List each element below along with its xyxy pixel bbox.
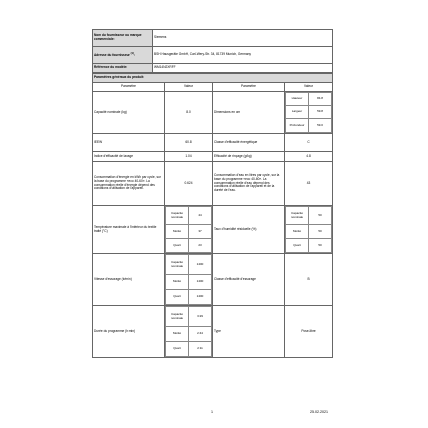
spin-nominal-label: Capacité nominale <box>166 255 189 275</box>
width-value: 59.8 <box>309 106 332 119</box>
temp-quarter-label: Quart <box>166 239 189 253</box>
col-param-header-2: Paramètre <box>213 83 285 92</box>
temperature-cell <box>165 206 213 254</box>
moisture-quarter-label: Quart <box>286 239 309 253</box>
depth-value: 59.0 <box>309 119 332 133</box>
rinse-label: Efficacité de rinçage (g/kg) <box>213 152 285 162</box>
moisture-half-value: 50 <box>309 225 332 239</box>
temp-half-label: Moitié <box>166 225 189 239</box>
model-label: Référence du modèle: <box>93 64 153 73</box>
parameters-table <box>92 73 333 358</box>
capacity-value: 8.0 <box>165 92 213 134</box>
dimensions-cell <box>285 92 333 134</box>
moisture-half-label: Moitié <box>286 225 309 239</box>
dimensions-label: Dimensions en cm <box>213 92 285 134</box>
supplier-value: Siemens <box>153 30 333 47</box>
spin-quarter-value: 1400 <box>189 290 212 305</box>
spin-speed-subtable <box>165 254 212 305</box>
depth-label: Profondeur <box>286 119 309 133</box>
spin-speed-label: Vitesse d'essorage (tr/min) <box>93 254 165 306</box>
spin-half-label: Moitié <box>166 275 189 290</box>
spin-speed-cell <box>165 254 213 306</box>
energy-class-label: Classe d'efficacité énergétique <box>213 134 285 152</box>
duration-half-value: 2:44 <box>189 327 212 342</box>
temp-nominal-value: 44 <box>189 207 212 225</box>
spin-half-value: 1400 <box>189 275 212 290</box>
temp-quarter-value: 23 <box>189 239 212 253</box>
energy-consumption-value: 0.624 <box>165 162 213 206</box>
duration-label: Durée du programme (h:min) <box>93 306 165 358</box>
moisture-cell <box>285 206 333 254</box>
duration-nominal-value: 3:29 <box>189 307 212 327</box>
duration-subtable <box>165 306 212 357</box>
energy-consumption-label: Consommation d'énergie en kWh par cycle, sur la base du programme «eco 40-60». La consommation réelle d'énergie dépend des conditions d'utilisation de l'appareil. <box>93 162 165 206</box>
col-value-header-1: Valeur <box>165 83 213 92</box>
col-param-header-1: Paramètre <box>93 83 165 92</box>
footer-date: 25.02.2021 <box>310 410 328 414</box>
moisture-subtable <box>285 206 332 253</box>
water-consumption-label: Consommation d'eau en litres par cycle, sur la base du programme «eco 40-60». La consommation réelle d'eau dépend des conditions d'utilisation de l'appareil et de la dureté de l'eau. <box>213 162 285 206</box>
moisture-label: Taux d'humidité résiduelle (%) <box>213 206 285 254</box>
temp-nominal-label: Capacité nominale <box>166 207 189 225</box>
type-label: Type <box>213 306 285 358</box>
eei-label: IEEW <box>93 134 165 152</box>
wash-index-label: Indice d'efficacité de lavage <box>93 152 165 162</box>
eei-value: 60.8 <box>165 134 213 152</box>
moisture-nominal-label: Capacité nominale <box>286 207 309 225</box>
col-value-header-2: Valeur <box>285 83 333 92</box>
type-value: Pose-libre <box>285 306 333 358</box>
temperature-subtable <box>165 206 212 253</box>
wash-index-value: 1.04 <box>165 152 213 162</box>
model-value: WM14N2XRFF <box>153 64 333 73</box>
capacity-label: Capacité nominale (kg) <box>93 92 165 134</box>
spin-class-label: Classe d'efficacité d'essorage <box>213 254 285 306</box>
spin-quarter-label: Quart <box>166 290 189 305</box>
duration-half-label: Moitié <box>166 327 189 342</box>
address-value: BSH Hausgeräte GmbH, Carl-Wery-Str. 34, 81739 Munich, Germany <box>153 47 333 64</box>
header-table <box>92 29 333 73</box>
spin-nominal-value: 1400 <box>189 255 212 275</box>
height-label: Hauteur <box>286 93 309 106</box>
page-number: 1 <box>211 410 213 414</box>
water-consumption-value: 43 <box>285 162 333 206</box>
duration-cell <box>165 306 213 358</box>
duration-nominal-label: Capacité nominale <box>166 307 189 327</box>
dimensions-subtable <box>285 92 332 133</box>
moisture-quarter-value: 50 <box>309 239 332 253</box>
width-label: Largeur <box>286 106 309 119</box>
temp-half-value: 37 <box>189 225 212 239</box>
duration-quarter-value: 2:11 <box>189 342 212 357</box>
address-label: Adresse du fournisseur $^{(1)}$: <box>93 47 153 64</box>
rinse-value: 4.8 <box>285 152 333 162</box>
height-value: 84.8 <box>309 93 332 106</box>
temperature-label: Température maximale à l'intérieur du textile traité (°C) <box>93 206 165 254</box>
duration-quarter-label: Quart <box>166 342 189 357</box>
section-title: Paramètres généraux du produit: <box>93 74 333 83</box>
spin-class-value: B <box>285 254 333 306</box>
energy-class-value: C <box>285 134 333 152</box>
product-information-sheet <box>92 29 332 358</box>
supplier-label: Nom du fournisseur ou marque commerciale: <box>93 30 153 47</box>
moisture-nominal-value: 50 <box>309 207 332 225</box>
